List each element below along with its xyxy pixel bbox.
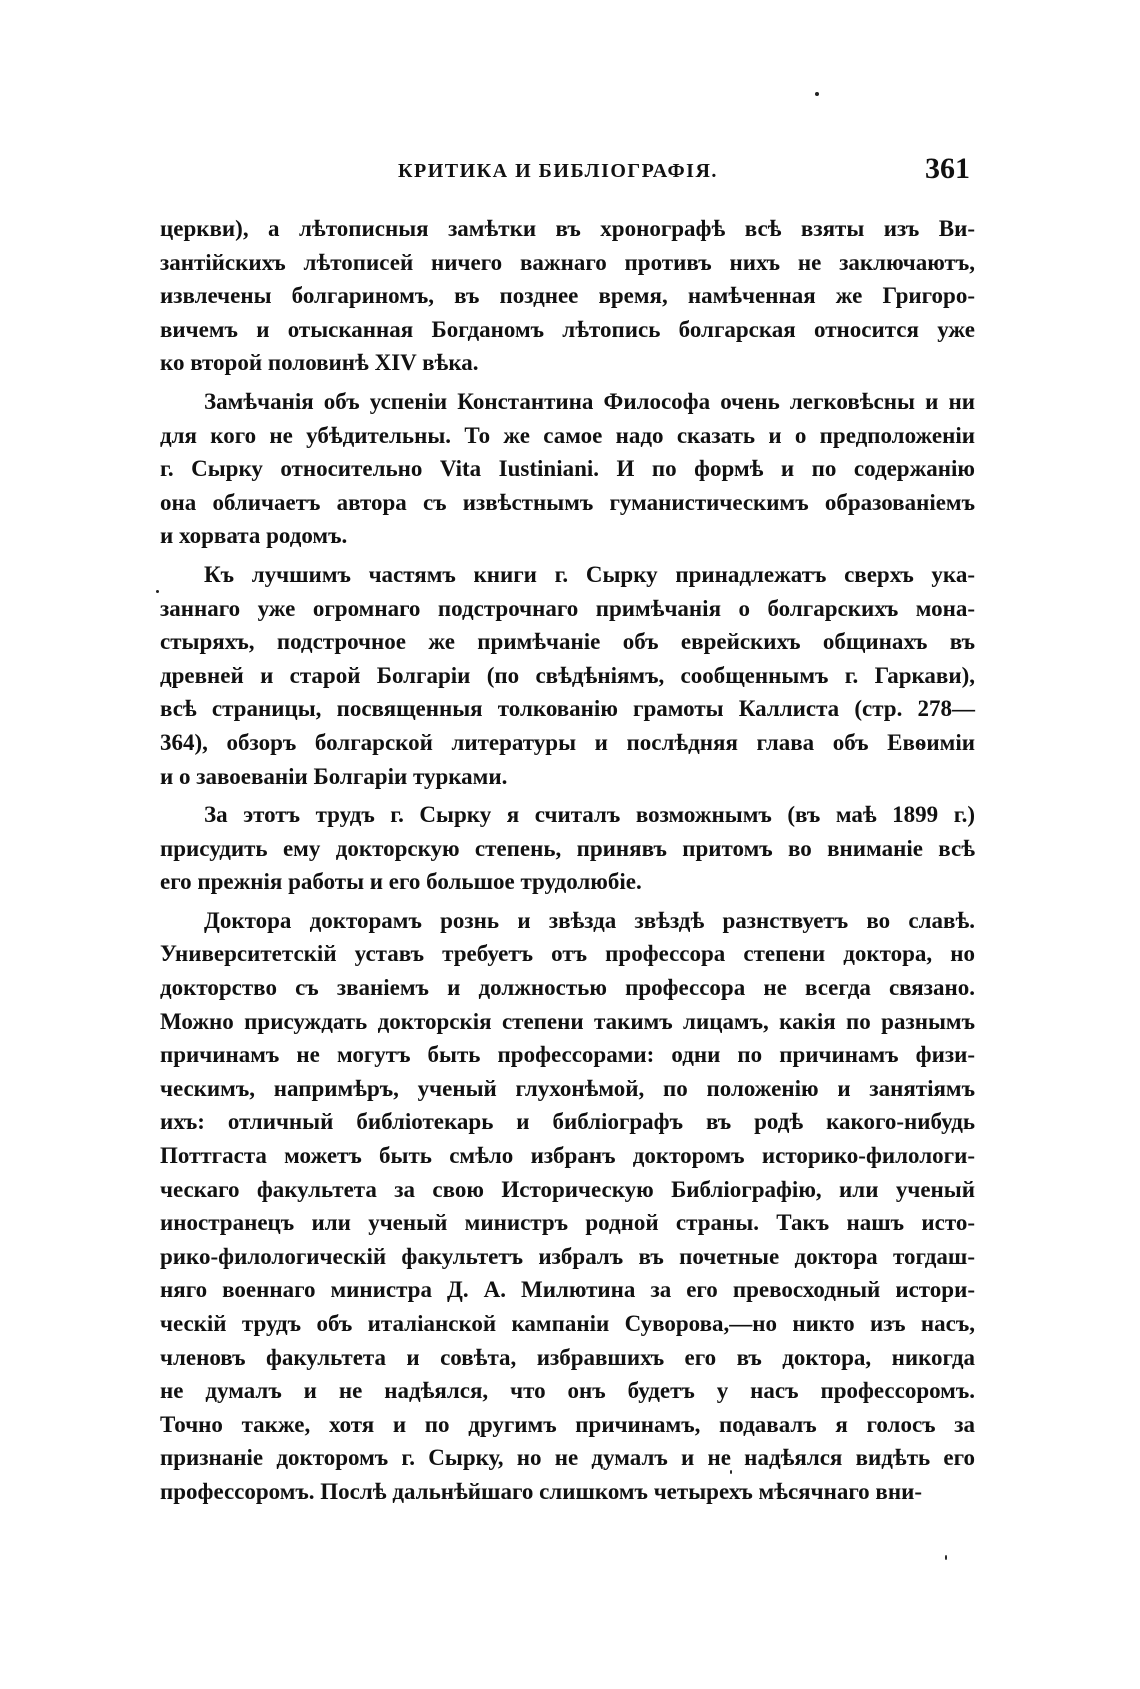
text-line: причинамъ не могутъ быть профессорами: одни по причинамъ физи- bbox=[160, 1042, 975, 1068]
text-line: не думалъ и не надѣялся, что онъ будетъ у насъ профессоромъ. bbox=[160, 1378, 975, 1404]
text-line: рико-филологическій факультетъ избралъ въ почетные доктора тогдаш- bbox=[160, 1243, 975, 1269]
text-line: Доктора докторамъ рознь и звѣзда звѣздѣ разнствуетъ во славѣ. bbox=[204, 907, 975, 933]
text-line: стыряхъ, подстрочное же примѣчаніе объ еврейскихъ общинахъ въ bbox=[160, 629, 975, 655]
scan-speck bbox=[730, 1470, 732, 1474]
paragraph bbox=[160, 385, 975, 553]
text-line: докторство съ званіемъ и должностью профессора не всегда связано. bbox=[160, 975, 975, 1001]
text-line: ихъ: отличный библіотекарь и библіографъ въ родѣ какого-нибудь bbox=[160, 1109, 975, 1135]
text-line: она обличаетъ автора съ извѣстнымъ гуманистическимъ образованіемъ bbox=[160, 489, 975, 515]
paragraph bbox=[160, 798, 975, 899]
text-line: За этотъ трудъ г. Сырку я считалъ возможнымъ (въ маѣ 1899 г.) bbox=[204, 802, 975, 828]
text-line: ческій трудъ объ италіанской кампаніи Суворова,—но никто изъ насъ, bbox=[160, 1311, 975, 1336]
text-line: его прежнія работы и его большое трудолюбіе. bbox=[160, 869, 642, 895]
page-number: 361 bbox=[925, 152, 970, 185]
paragraph bbox=[160, 212, 975, 380]
text-line: для кого не убѣдительны. То же самое надо сказать и о предположеніи bbox=[160, 422, 975, 448]
text-line: профессоромъ. Послѣ дальнѣйшаго слишкомъ четырехъ мѣсячнаго вни- bbox=[160, 1478, 923, 1504]
text-line: вичемъ и отысканная Богданомъ лѣтопись болгарская относится уже bbox=[160, 316, 975, 342]
text-line: всѣ страницы, посвященныя толкованію грамоты Каллиста (стр. 278— bbox=[160, 696, 975, 722]
text-line: церкви), а лѣтописныя замѣтки въ хронографѣ всѣ взяты изъ Ви- bbox=[160, 216, 975, 241]
text-line: заннаго уже огромнаго подстрочнаго примѣчанія о болгарскихъ мона- bbox=[160, 595, 975, 621]
text-line: Къ лучшимъ частямъ книги г. Сырку принадлежатъ сверхъ ука- bbox=[204, 561, 975, 587]
text-line: присудить ему докторскую степень, принявъ притомъ во вниманіе всѣ bbox=[160, 835, 975, 861]
body-text bbox=[160, 212, 975, 1514]
text-line: иностранецъ или ученый министръ родной страны. Такъ нашъ исто- bbox=[160, 1210, 975, 1236]
text-line: Точно также, хотя и по другимъ причинамъ, подавалъ я голосъ за bbox=[160, 1411, 975, 1437]
text-line: древней и старой Болгаріи (по свѣдѣніямъ, сообщеннымъ г. Гаркави), bbox=[160, 662, 975, 688]
text-line: признаніе докторомъ г. Сырку, но не думалъ и не надѣялся видѣть его bbox=[160, 1445, 975, 1471]
text-line: зантійскихъ лѣтописей ничего важнаго противъ нихъ не заключаютъ, bbox=[160, 249, 975, 275]
scan-speck bbox=[945, 1555, 947, 1560]
running-title: КРИТИКА И БИБЛІОГРАФІЯ. bbox=[398, 160, 718, 182]
text-line: Университетскій уставъ требуетъ отъ профессора степени доктора, но bbox=[160, 941, 975, 967]
scan-speck bbox=[815, 92, 819, 96]
text-line: и о завоеваніи Болгаріи турками. bbox=[160, 763, 508, 789]
text-line: Поттгаста можетъ быть смѣло избранъ докторомъ историко-филологи- bbox=[160, 1143, 975, 1169]
text-line: ко второй половинѣ XIV вѣка. bbox=[160, 350, 479, 376]
paragraph bbox=[160, 558, 975, 793]
text-line: ческимъ, напримѣръ, ученый глухонѣмой, по положенію и занятіямъ bbox=[160, 1075, 975, 1101]
paragraph bbox=[160, 904, 975, 1509]
text-line: Можно присуждать докторскія степени такимъ лицамъ, какія по разнымъ bbox=[160, 1008, 975, 1034]
running-header bbox=[170, 152, 970, 192]
text-line: и хорвата родомъ. bbox=[160, 523, 348, 549]
text-line: ческаго факультета за свою Историческую Библіографію, или ученый bbox=[160, 1176, 975, 1202]
text-line: 364), обзоръ болгарской литературы и послѣдняя глава объ Евѳиміи bbox=[160, 729, 975, 755]
text-line: Замѣчанія объ успеніи Константина Философа очень легковѣсны и ни bbox=[204, 388, 975, 414]
text-line: извлечены болгариномъ, въ позднее время, намѣченная же Григоро- bbox=[160, 283, 975, 309]
scan-speck bbox=[156, 590, 159, 593]
text-line: няго военнаго министра Д. А. Милютина за его превосходный истори- bbox=[160, 1277, 975, 1303]
text-line: г. Сырку относительно Vita Iustiniani. И по формѣ и по содержанію bbox=[160, 456, 975, 482]
text-line: членовъ факультета и совѣта, избравшихъ его въ доктора, никогда bbox=[160, 1344, 975, 1370]
